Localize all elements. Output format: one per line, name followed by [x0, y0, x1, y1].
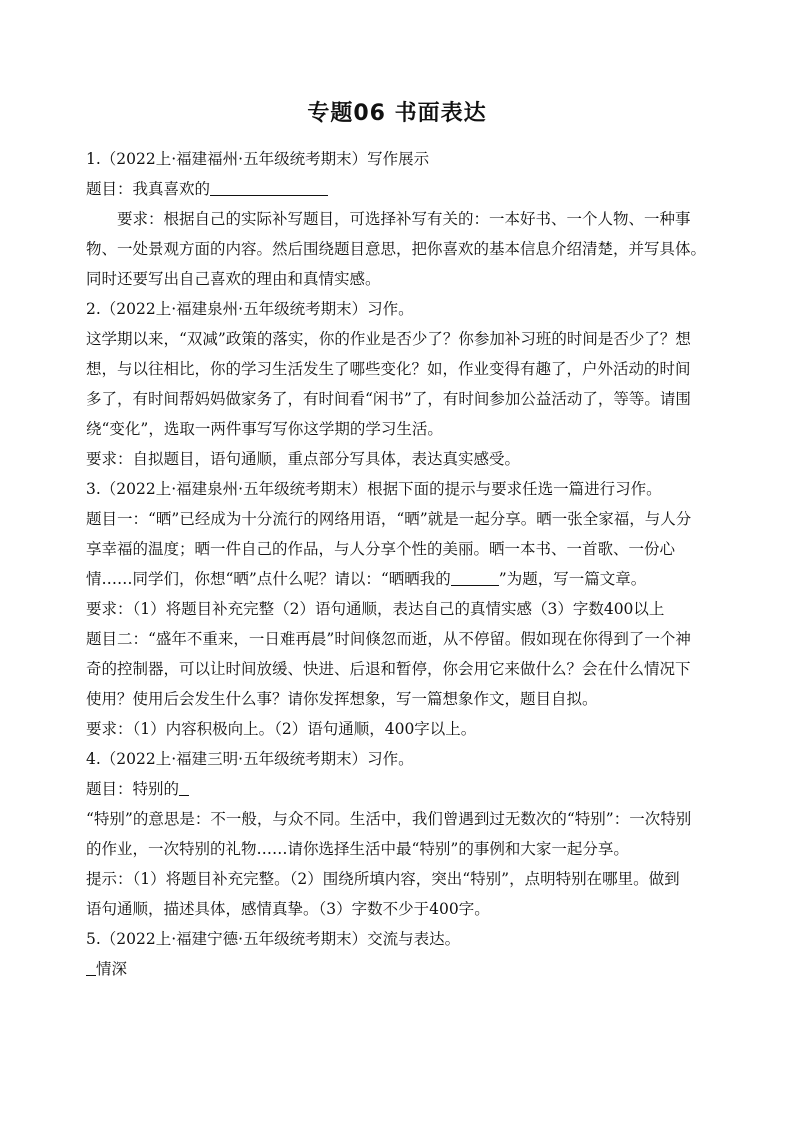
q2-text-line-2: 想，与以往相比，你的学习生活发生了哪些变化？如，作业变得有趣了，户外活动的时间 [86, 360, 691, 378]
q3-topic1-line-3 [86, 564, 708, 594]
q1-header: 1.（2022上·福建福州·五年级统考期末）写作展示 [86, 150, 430, 168]
q3-topic2-line-1: 题目二：“盛年不重来，一日难再晨”时间倏忽而逝，从不停留。假如现在你得到了一个神 [86, 630, 691, 648]
q2-text-line-1: 这学期以来，“双减”政策的落实，你的作业是否少了？你参加补习班的时间是否少了？想 [86, 330, 691, 348]
q4-topic-text: 题目：特别的 [86, 780, 180, 798]
q5-topic-blank [86, 957, 96, 976]
q3-topic1-blank [451, 567, 499, 586]
q1-requirement-line-3: 同时还要写出自己喜欢的理由和真情实感。 [86, 270, 381, 288]
q2-header: 2.（2022上·福建泉州·五年级统考期末）习作。 [86, 300, 414, 318]
q4-text-line-1: “特别”的意思是：不一般，与众不同。生活中，我们曾遇到过无数次的“特别”：一次特别 [86, 810, 692, 828]
q3-topic1-requirement: 要求：（1）将题目补充完整（2）语句通顺，表达自己的真情实感（3）字数400以上 [86, 600, 665, 618]
q3-topic1-line-3-a: 情……同学们，你想“晒”点什么呢？请以：“晒晒我的 [86, 570, 451, 588]
q4-tip-line-1: 提示：（1）将题目补充完整。（2）围绕所填内容，突出“特别”，点明特别在哪里。做到 [86, 870, 680, 888]
q3-topic1-line-1: 题目一：“晒”已经成为十分流行的网络用语，“晒”就是一起分享。晒一张全家福，与人分 [86, 510, 692, 528]
q4-text-line-2: 的作业，一次特别的礼物……请你选择生活中最“特别”的事例和大家一起分享。 [86, 840, 629, 858]
q2-text-line-3: 多了，有时间帮妈妈做家务了，有时间看“闲书”了，有时间参加公益活动了，等等。请围 [86, 390, 691, 408]
q1-topic [86, 174, 708, 204]
document-body [86, 144, 708, 984]
q3-header: 3.（2022上·福建泉州·五年级统考期末）根据下面的提示与要求任选一篇进行习作。 [86, 480, 662, 498]
q1-topic-text: 题目：我真喜欢的 [86, 180, 211, 198]
q2-text-line-4: 绕“变化”，选取一两件事写写你这学期的学习生活。 [86, 420, 443, 438]
q5-topic [86, 954, 708, 984]
q4-tip-line-2: 语句通顺，描述具体，感情真挚。（3）字数不少于400字。 [86, 900, 490, 918]
q5-topic-text: 情深 [96, 960, 128, 978]
q1-requirement-line-2: 物、一处景观方面的内容。然后围绕题目意思，把你喜欢的基本信息介绍清楚，并写具体。 [86, 240, 707, 258]
q3-topic1-line-2: 享幸福的温度；晒一件自己的作品，与人分享个性的美丽。晒一本书、一首歌、一份心 [86, 540, 676, 558]
q4-topic [86, 774, 708, 804]
q1-requirement-line-1: 要求：根据自己的实际补写题目，可选择补写有关的：一本好书、一个人物、一种事 [117, 210, 691, 228]
q5-header: 5.（2022上·福建宁德·五年级统考期末）交流与表达。 [86, 930, 461, 948]
page-title: 专题06 书面表达 [307, 101, 487, 126]
q3-topic1-line-3-b: ”为题，写一篇文章。 [498, 570, 647, 588]
q1-topic-blank [210, 177, 328, 196]
q3-topic2-requirement: 要求：（1）内容积极向上。（2）语句通顺，400字以上。 [86, 720, 477, 738]
q2-requirement: 要求：自拟题目，语句通顺，重点部分写具体，表达真实感受。 [86, 450, 521, 468]
q3-topic2-line-2: 奇的控制器，可以让时间放缓、快进、后退和暂停，你会用它来做什么？会在什么情况下 [86, 660, 691, 678]
q3-topic2-line-3: 使用？使用后会发生什么事？请你发挥想象，写一篇想象作文，题目自拟。 [86, 690, 598, 708]
q4-topic-blank [179, 777, 189, 796]
q4-header: 4.（2022上·福建三明·五年级统考期末）习作。 [86, 750, 414, 768]
